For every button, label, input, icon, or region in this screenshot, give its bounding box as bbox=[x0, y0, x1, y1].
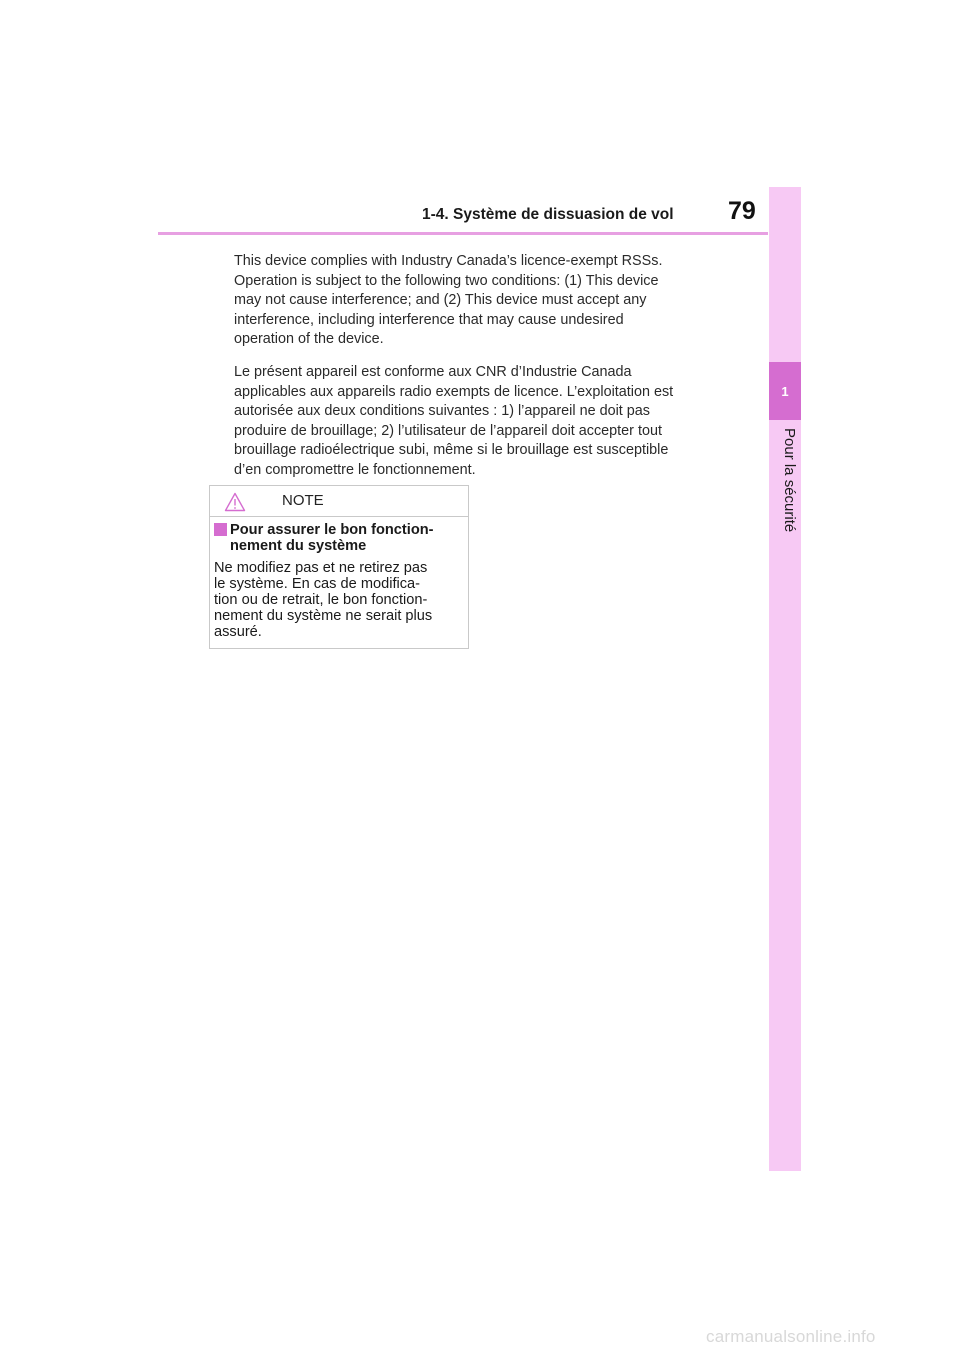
warning-triangle-icon bbox=[224, 492, 246, 512]
note-label: NOTE bbox=[282, 492, 324, 509]
paragraph-line: applicables aux appareils radio exempts de licence. L’exploitation est bbox=[234, 383, 674, 400]
chapter-side-tab bbox=[769, 187, 801, 1171]
note-subheading bbox=[214, 522, 466, 554]
paragraph-line: This device complies with Industry Canada’s licence-exempt RSSs. bbox=[234, 253, 663, 269]
square-bullet-icon bbox=[214, 523, 227, 536]
note-body-line: le système. En cas de modifica- bbox=[214, 576, 421, 592]
note-body-line: Ne modifiez pas et ne retirez pas bbox=[214, 560, 428, 576]
paragraph-line: produire de brouillage; 2) l’utilisateur de l’appareil doit accepter tout bbox=[234, 422, 662, 439]
paragraph-line: Le présent appareil est conforme aux CNR d’Industrie Canada bbox=[234, 364, 632, 380]
paragraph-line: may not cause interference; and (2) This device must accept any bbox=[234, 292, 647, 308]
note-body bbox=[214, 560, 466, 640]
note-body-line: tion ou de retrait, le bon fonction- bbox=[214, 592, 428, 608]
paragraph-line: d’en compromettre le fonctionnement. bbox=[234, 461, 476, 478]
paragraph-line: interference, including interference that may cause undesired bbox=[234, 311, 624, 328]
note-body-line: nement du système ne serait plus bbox=[214, 608, 433, 624]
section-title: 1-4. Système de dissuasion de vol bbox=[422, 206, 674, 223]
chapter-label: Pour la sécurité bbox=[781, 428, 798, 533]
note-body-line: assuré. bbox=[214, 624, 262, 640]
chapter-number-tab: 1 bbox=[769, 362, 801, 420]
note-subheading-line: Pour assurer le bon fonction- bbox=[230, 522, 434, 538]
page-number: 79 bbox=[728, 197, 756, 225]
paragraph-line: operation of the device. bbox=[234, 331, 384, 347]
paragraph-line: Operation is subject to the following two conditions: (1) This device bbox=[234, 272, 659, 289]
paragraph-line: autorisée aux deux conditions suivantes : 1) l’appareil ne doit pas bbox=[234, 403, 650, 419]
paragraph-line: brouillage radioélectrique subi, même si le brouillage est susceptible bbox=[234, 442, 669, 458]
note-header bbox=[210, 486, 468, 517]
watermark: carmanualsonline.info bbox=[706, 1327, 876, 1346]
header-rule bbox=[158, 232, 768, 235]
note-box bbox=[209, 485, 469, 649]
note-subheading-line: nement du système bbox=[230, 538, 367, 554]
paragraph-french bbox=[234, 363, 714, 480]
paragraph-english bbox=[234, 252, 714, 350]
